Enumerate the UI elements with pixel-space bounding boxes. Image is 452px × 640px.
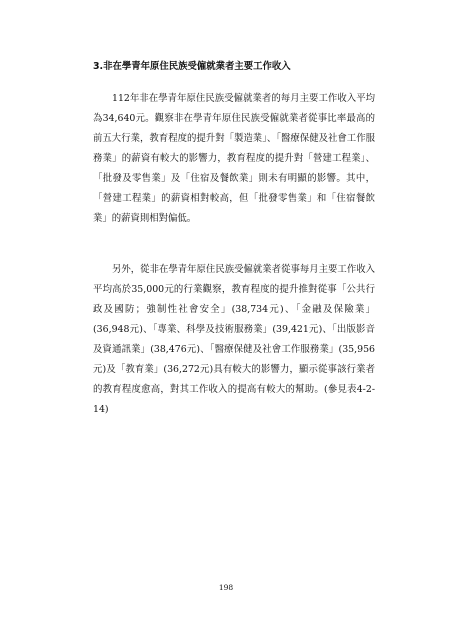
section-heading: 3.非在學青年原住民族受僱就業者主要工作收入: [93, 61, 291, 72]
paragraph-high-income-industries: 另外，從非在學青年原住民族受僱就業者從事每月主要工作收入平均高於35,000元的行業觀察，教育程度的提升推對從事「公共行政及國防；強制性社會安全」(38,734元)、「金融及保險業」(36,948元)、「專業、科學及技術服務業」(39,421元)、「出版影音及資通訊業」(38,476元)、「醫療保健及社會工作服務業」(35,956元)及「教育業」(36,272元)具有較大的影響力，顯示從事該行業者的教育程度愈高，對其工作收入的提高有較大的幫助。(參見表4-2-14): [93, 264, 375, 415]
page-number: 198: [218, 583, 234, 592]
paragraph-income-overview: 112年非在學青年原住民族受僱就業者的每月主要工作收入平均為34,640元。觀察非在學青年原住民族受僱就業者從事比率最高的前五大行業，教育程度的提升對「製造業」、「醫療保健及社會工作服務業」的薪資有較大的影響力，教育程度的提升對「營建工程業」、「批發及零售業」及「住宿及餐飲業」則未有明顯的影響。其中，「營建工程業」的薪資相對較高，但「批發零售業」和「住宿餐飲業」的薪資則相對偏低。: [93, 93, 375, 224]
